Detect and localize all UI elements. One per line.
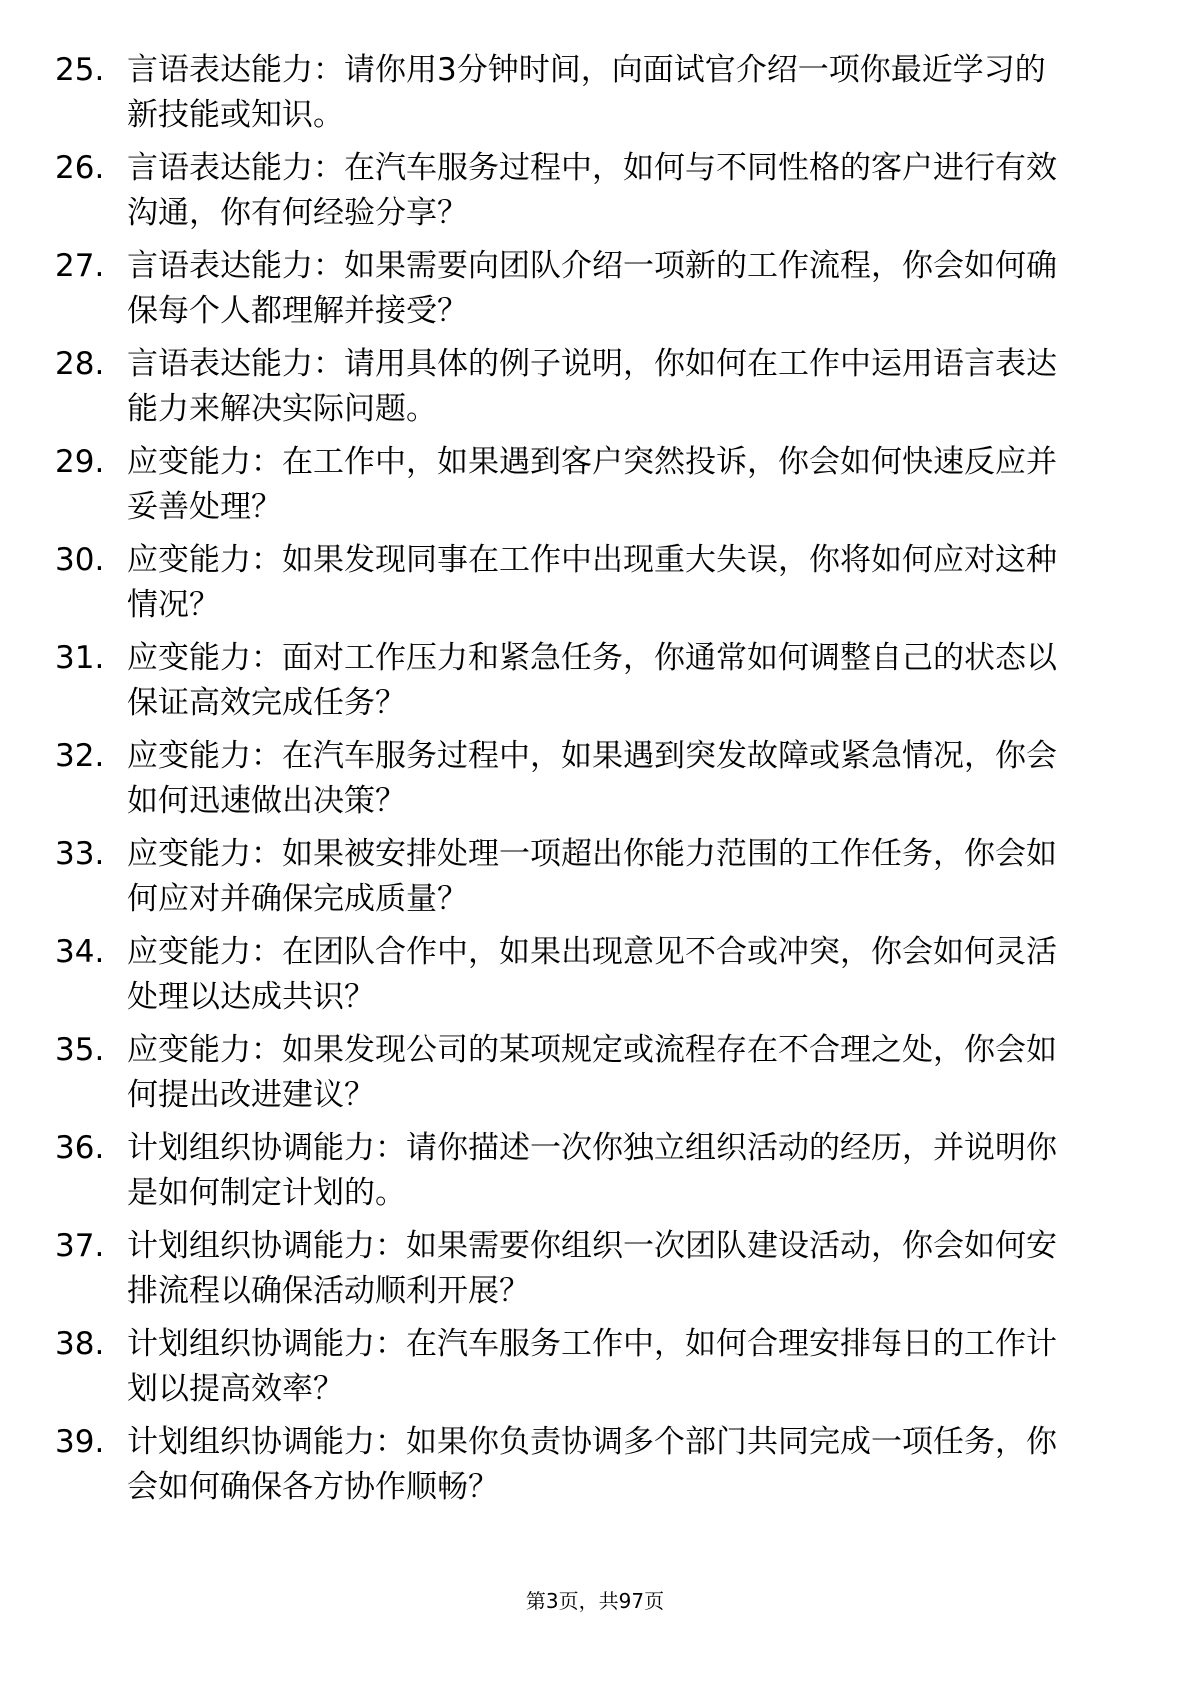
question-text: 言语表达能力：如果需要向团队介绍一项新的工作流程，你会如何确保每个人都理解并接受？ [127,248,1057,329]
question-number: 28. [55,346,105,382]
question-item [55,440,1135,530]
question-number: 27. [55,248,105,284]
question-number: 33. [55,836,105,872]
question-item [55,930,1135,1020]
question-number: 37. [55,1228,105,1264]
question-number: 32. [55,738,105,774]
question-item [55,734,1135,824]
question-text: 言语表达能力：请用具体的例子说明，你如何在工作中运用语言表达能力来解决实际问题。 [127,346,1057,427]
question-number: 29. [55,444,105,480]
question-item [55,538,1135,628]
question-text: 计划组织协调能力：如果你负责协调多个部门共同完成一项任务，你会如何确保各方协作顺畅？ [127,1424,1057,1505]
question-text: 应变能力：在汽车服务过程中，如果遇到突发故障或紧急情况，你会如何迅速做出决策？ [127,738,1057,819]
question-number: 39. [55,1424,105,1460]
question-text: 言语表达能力：在汽车服务过程中，如何与不同性格的客户进行有效沟通，你有何经验分享？ [127,150,1057,231]
question-number: 25. [55,52,105,88]
question-item [55,1420,1135,1510]
question-number: 34. [55,934,105,970]
question-number: 35. [55,1032,105,1068]
question-number: 31. [55,640,105,676]
question-text: 应变能力：在工作中，如果遇到客户突然投诉，你会如何快速反应并妥善处理？ [127,444,1057,525]
question-text: 应变能力：如果发现同事在工作中出现重大失误，你将如何应对这种情况？ [127,542,1057,623]
question-item [55,146,1135,236]
question-item [55,1028,1135,1118]
question-text: 计划组织协调能力：在汽车服务工作中，如何合理安排每日的工作计划以提高效率？ [127,1326,1057,1407]
question-list [55,48,1135,1518]
question-item [55,1126,1135,1216]
question-number: 30. [55,542,105,578]
question-item [55,1224,1135,1314]
question-text: 应变能力：如果发现公司的某项规定或流程存在不合理之处，你会如何提出改进建议？ [127,1032,1057,1113]
question-number: 38. [55,1326,105,1362]
question-text: 应变能力：如果被安排处理一项超出你能力范围的工作任务，你会如何应对并确保完成质量？ [127,836,1057,917]
question-item [55,832,1135,922]
question-text: 计划组织协调能力：如果需要你组织一次团队建设活动，你会如何安排流程以确保活动顺利开展？ [127,1228,1057,1309]
question-item [55,342,1135,432]
question-number: 26. [55,150,105,186]
question-item [55,48,1135,138]
question-item [55,1322,1135,1412]
question-item [55,636,1135,726]
question-number: 36. [55,1130,105,1166]
question-text: 应变能力：面对工作压力和紧急任务，你通常如何调整自己的状态以保证高效完成任务？ [127,640,1057,721]
question-text: 计划组织协调能力：请你描述一次你独立组织活动的经历，并说明你是如何制定计划的。 [127,1130,1057,1211]
question-item [55,244,1135,334]
question-text: 言语表达能力：请你用3分钟时间，向面试官介绍一项你最近学习的新技能或知识。 [127,52,1046,133]
page-footer: 第3页，共97页 [525,1589,665,1613]
question-text: 应变能力：在团队合作中，如果出现意见不合或冲突，你会如何灵活处理以达成共识？ [127,934,1057,1015]
